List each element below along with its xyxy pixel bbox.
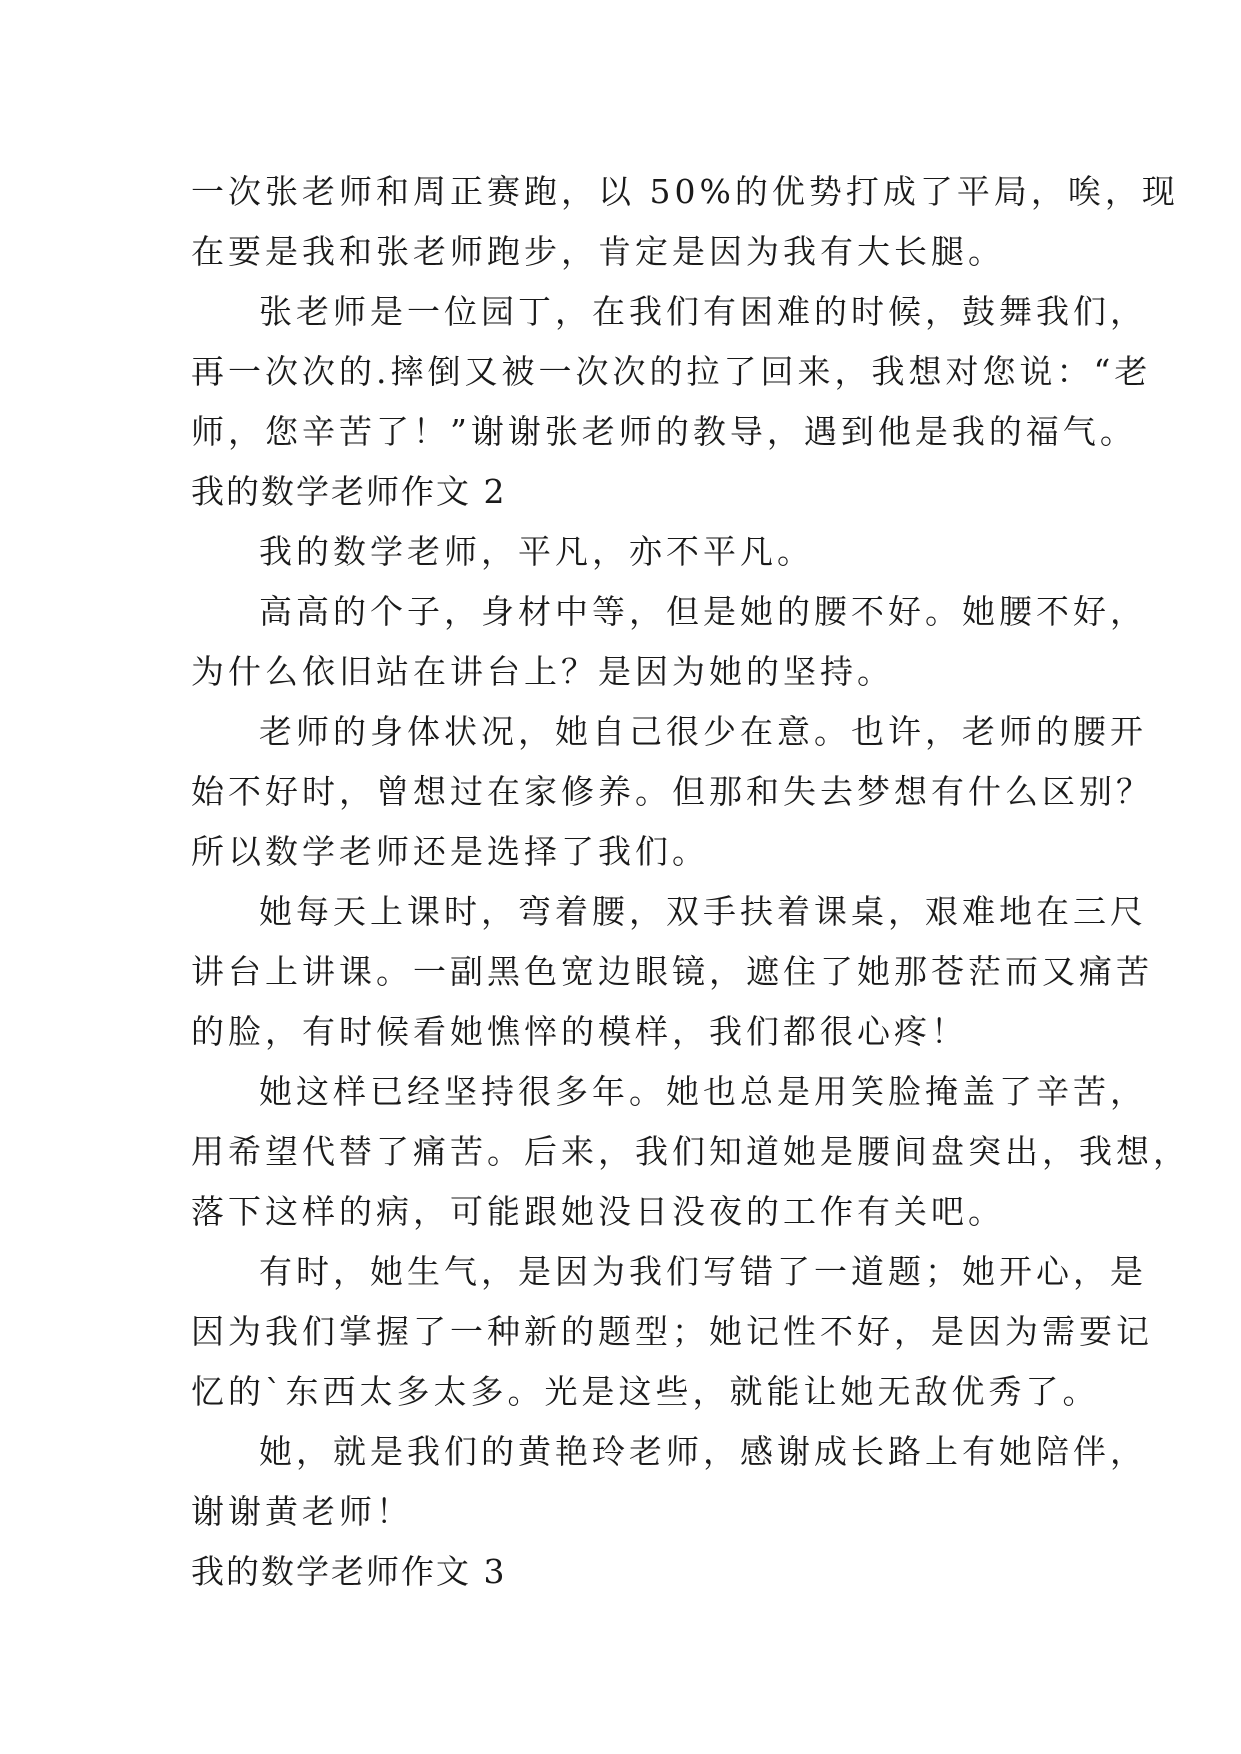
text-line: 所以数学老师还是选择了我们。 [191, 832, 709, 871]
document-body [191, 162, 1190, 1602]
text-line: 用希望代替了痛苦。后来，我们知道她是腰间盘突出，我想， [191, 1132, 1190, 1171]
paragraph-start-line: 张老师是一位园丁，在我们有困难的时候，鼓舞我们， [259, 292, 1147, 331]
text-line: 始不好时，曾想过在家修养。但那和失去梦想有什么区别？ [191, 772, 1153, 811]
text-line: 落下这样的病，可能跟她没日没夜的工作有关吧。 [191, 1192, 1005, 1231]
paragraph-start-line: 她，就是我们的黄艳玲老师，感谢成长路上有她陪伴， [259, 1432, 1147, 1471]
paragraph-start-line: 老师的身体状况，她自己很少在意。也许，老师的腰开 [259, 712, 1147, 751]
text-line: 在要是我和张老师跑步，肯定是因为我有大长腿。 [191, 232, 1005, 271]
text-line: 一次张老师和周正赛跑，以 50%的优势打成了平局，唉，现 [191, 172, 1179, 211]
text-line: 讲台上讲课。一副黑色宽边眼镜，遮住了她那苍茫而又痛苦 [191, 952, 1153, 991]
text-line: 忆的`东西太多太多。光是这些，就能让她无敌优秀了。 [191, 1372, 1100, 1411]
section-heading: 我的数学老师作文 2 [191, 472, 507, 511]
paragraph-start-line: 她这样已经坚持很多年。她也总是用笑脸掩盖了辛苦， [259, 1072, 1147, 1111]
text-line: 师，您辛苦了！”谢谢张老师的教导，遇到他是我的福气。 [191, 412, 1137, 451]
paragraph-start-line: 高高的个子，身材中等，但是她的腰不好。她腰不好， [259, 592, 1147, 631]
paragraph-start-line: 她每天上课时，弯着腰，双手扶着课桌，艰难地在三尺 [259, 892, 1147, 931]
paragraph-start-line: 有时，她生气，是因为我们写错了一道题；她开心，是 [259, 1252, 1147, 1291]
section-heading: 我的数学老师作文 3 [191, 1552, 507, 1591]
text-line: 谢谢黄老师！ [191, 1492, 413, 1531]
paragraph-start-line: 我的数学老师，平凡，亦不平凡。 [259, 532, 814, 571]
text-line: 因为我们掌握了一种新的题型；她记性不好，是因为需要记 [191, 1312, 1153, 1351]
text-line: 的脸，有时候看她憔悴的模样，我们都很心疼！ [191, 1012, 968, 1051]
text-line: 为什么依旧站在讲台上？是因为她的坚持。 [191, 652, 894, 691]
text-line: 再一次次的.摔倒又被一次次的拉了回来，我想对您说：“老 [191, 352, 1152, 391]
